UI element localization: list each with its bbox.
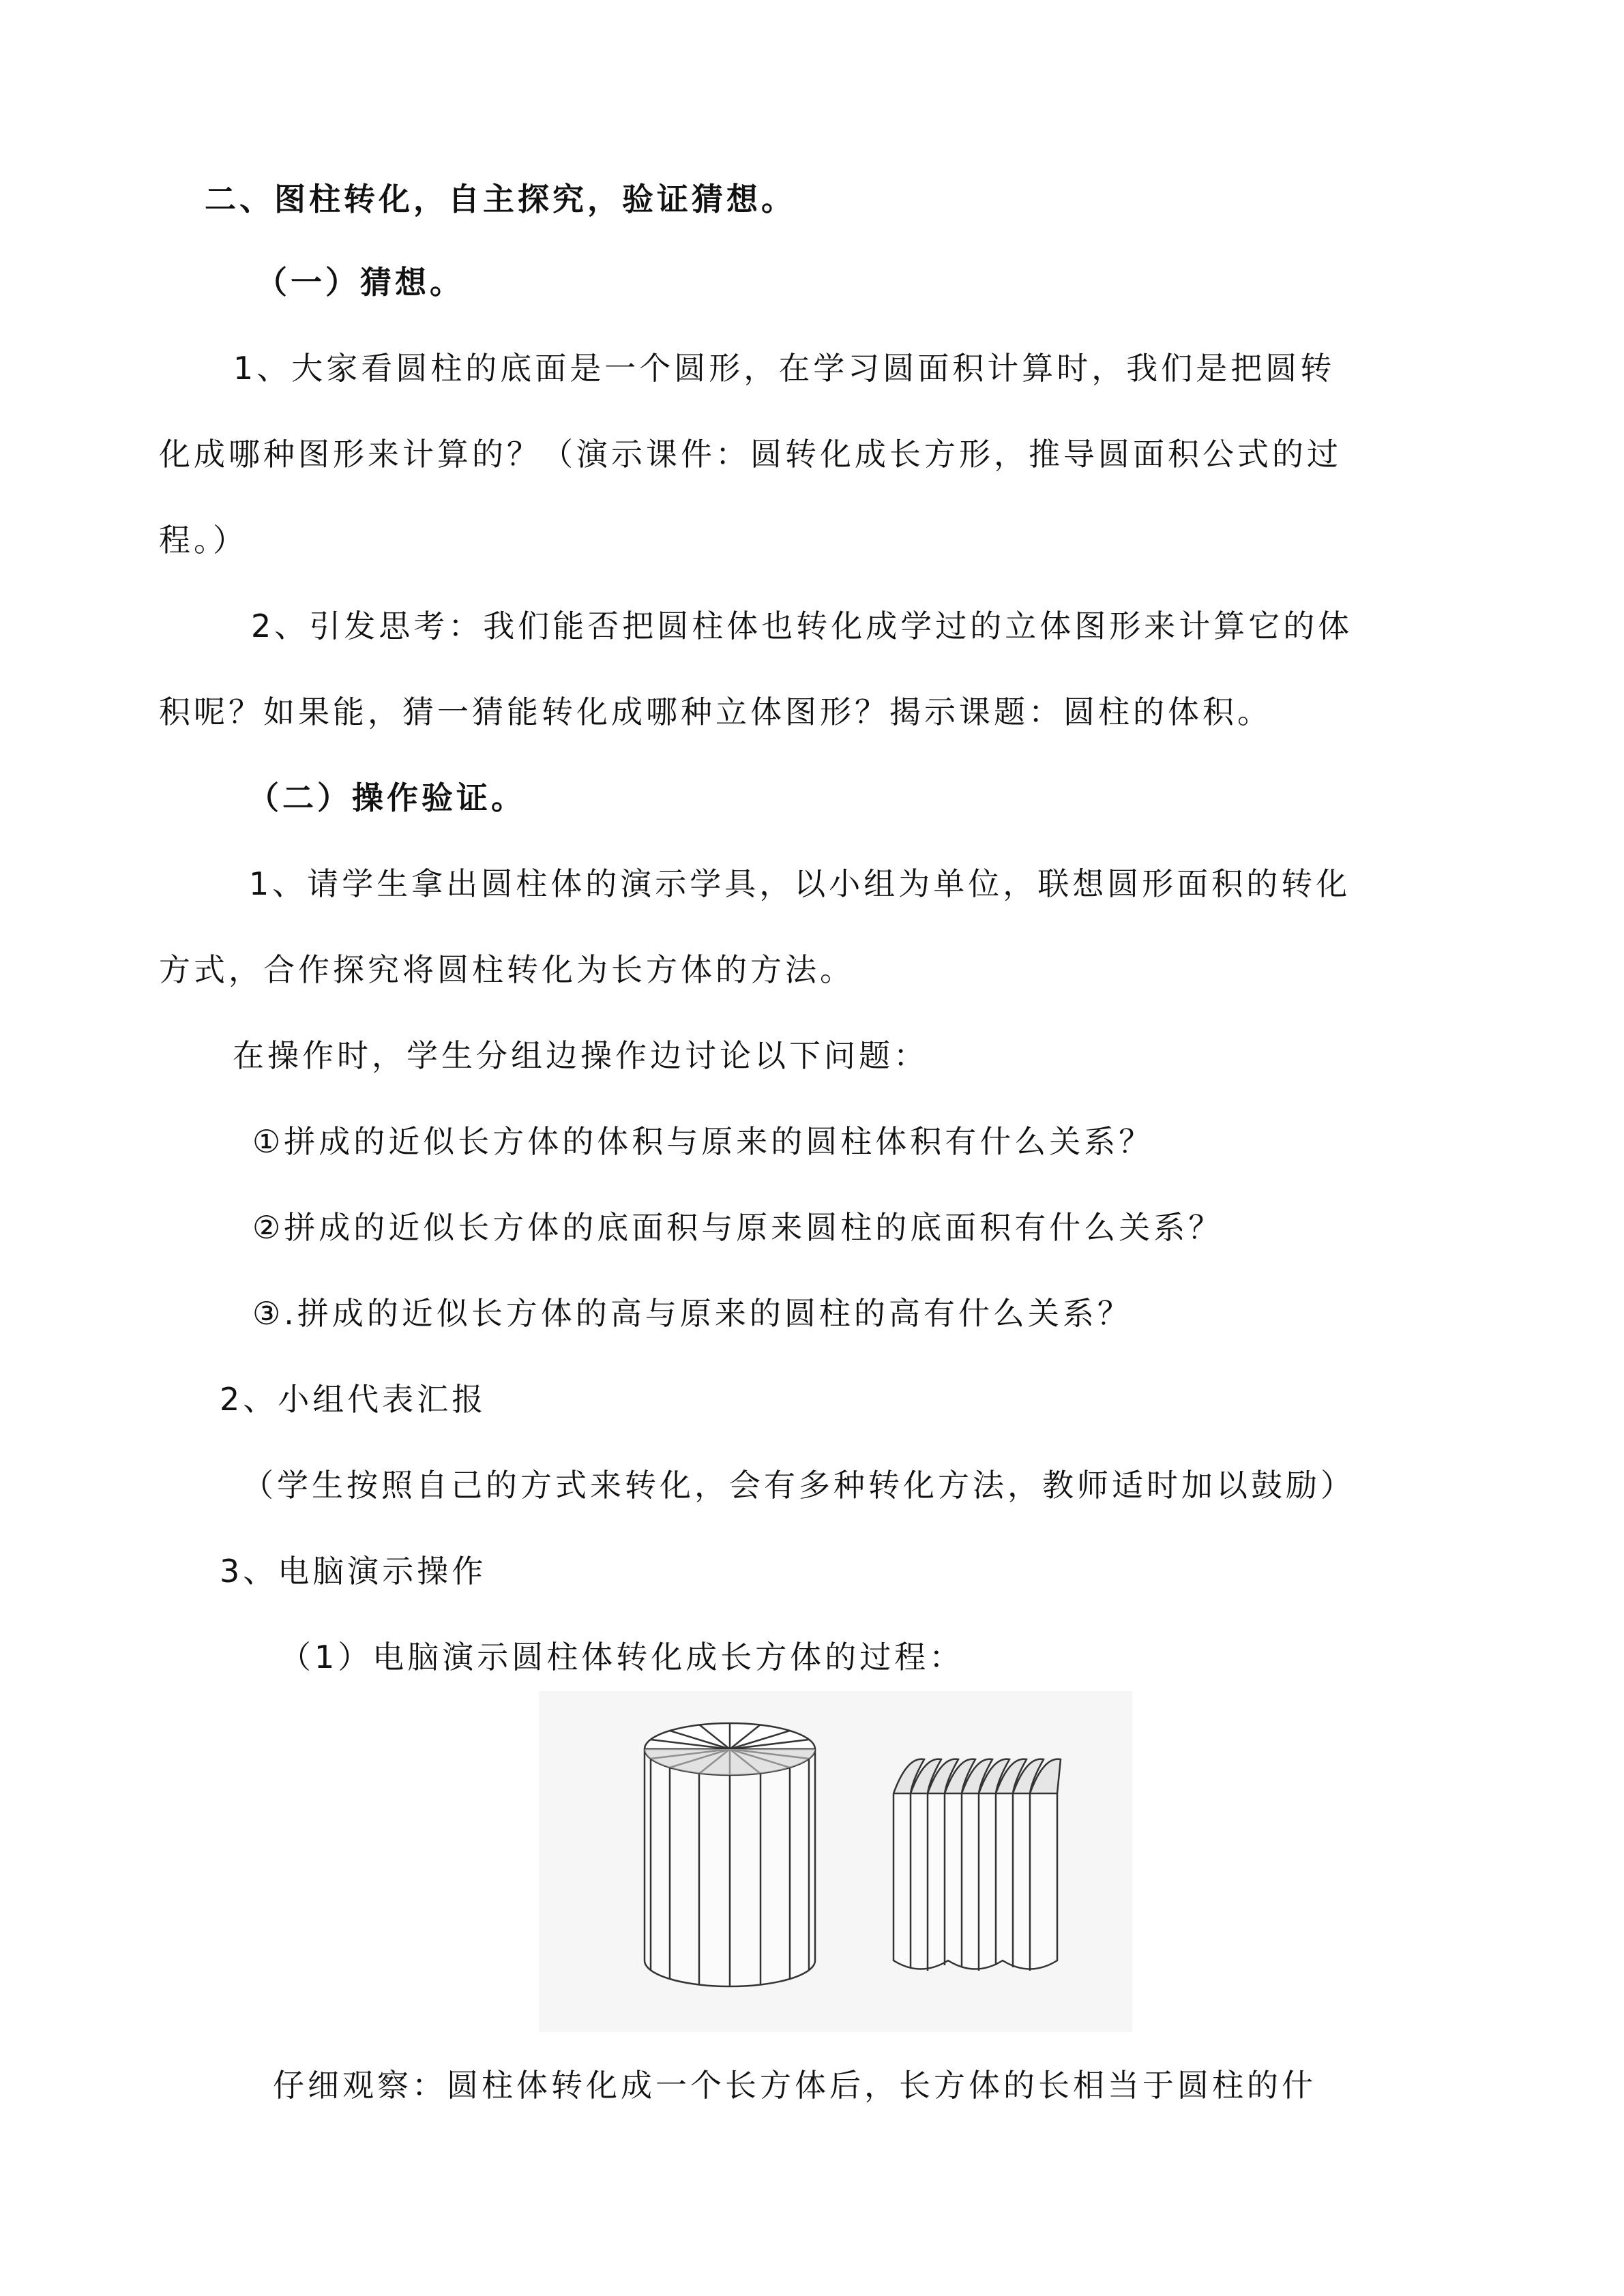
paragraph-2-line-2: 积呢？如果能，猜一猜能转化成哪种立体图形？揭示课题：圆柱的体积。 xyxy=(159,694,1272,730)
paragraph-1-line-1: 1、大家看圆柱的底面是一个圆形，在学习圆面积计算时，我们是把圆转 xyxy=(233,350,1335,387)
paragraph-2-line-1: 2、引发思考：我们能否把圆柱体也转化成学过的立体图形来计算它的体 xyxy=(251,608,1353,644)
approximate-cuboid-figure xyxy=(894,1759,1061,1971)
observation-text: 仔细观察：圆柱体转化成一个长方体后，长方体的长相当于圆柱的什 xyxy=(273,2067,1316,2104)
section-heading: 二、图柱转化，自主探究，验证猜想。 xyxy=(205,181,796,218)
step-2-label: 2、小组代表汇报 xyxy=(220,1381,487,1418)
paragraph-1-line-2: 化成哪种图形来计算的？（演示课件：圆转化成长方形，推导圆面积公式的过 xyxy=(159,436,1342,473)
paragraph-1-line-3: 程。） xyxy=(159,522,248,558)
subsection-verify-heading: （二）操作验证。 xyxy=(248,779,526,816)
question-3: ③.拼成的近似长方体的高与原来的圆柱的高有什么关系？ xyxy=(252,1295,1132,1332)
paragraph-3-line-1: 1、请学生拿出圆柱体的演示学具，以小组为单位，联想圆形面积的转化 xyxy=(249,865,1351,902)
cylinder-figure xyxy=(645,1723,815,1986)
question-1: ①拼成的近似长方体的体积与原来的圆柱体积有什么关系？ xyxy=(252,1123,1154,1160)
step-2-note: （学生按照自己的方式来转化，会有多种转化方法，教师适时加以鼓励） xyxy=(242,1467,1355,1504)
question-2: ②拼成的近似长方体的底面积与原来圆柱的底面积有什么关系？ xyxy=(252,1209,1224,1246)
step-3-label: 3、电脑演示操作 xyxy=(220,1553,487,1590)
step-3-sub-1: （1）电脑演示圆柱体转化成长方体的过程： xyxy=(280,1639,964,1675)
operation-intro: 在操作时，学生分组边操作边讨论以下问题： xyxy=(233,1037,928,1074)
cylinder-cuboid-drawing xyxy=(539,1691,1132,2032)
cylinder-to-cuboid-illustration xyxy=(539,1691,1132,2032)
paragraph-3-line-2: 方式，合作探究将圆柱转化为长方体的方法。 xyxy=(159,951,855,988)
subsection-guess-heading: （一）猜想。 xyxy=(256,264,464,301)
